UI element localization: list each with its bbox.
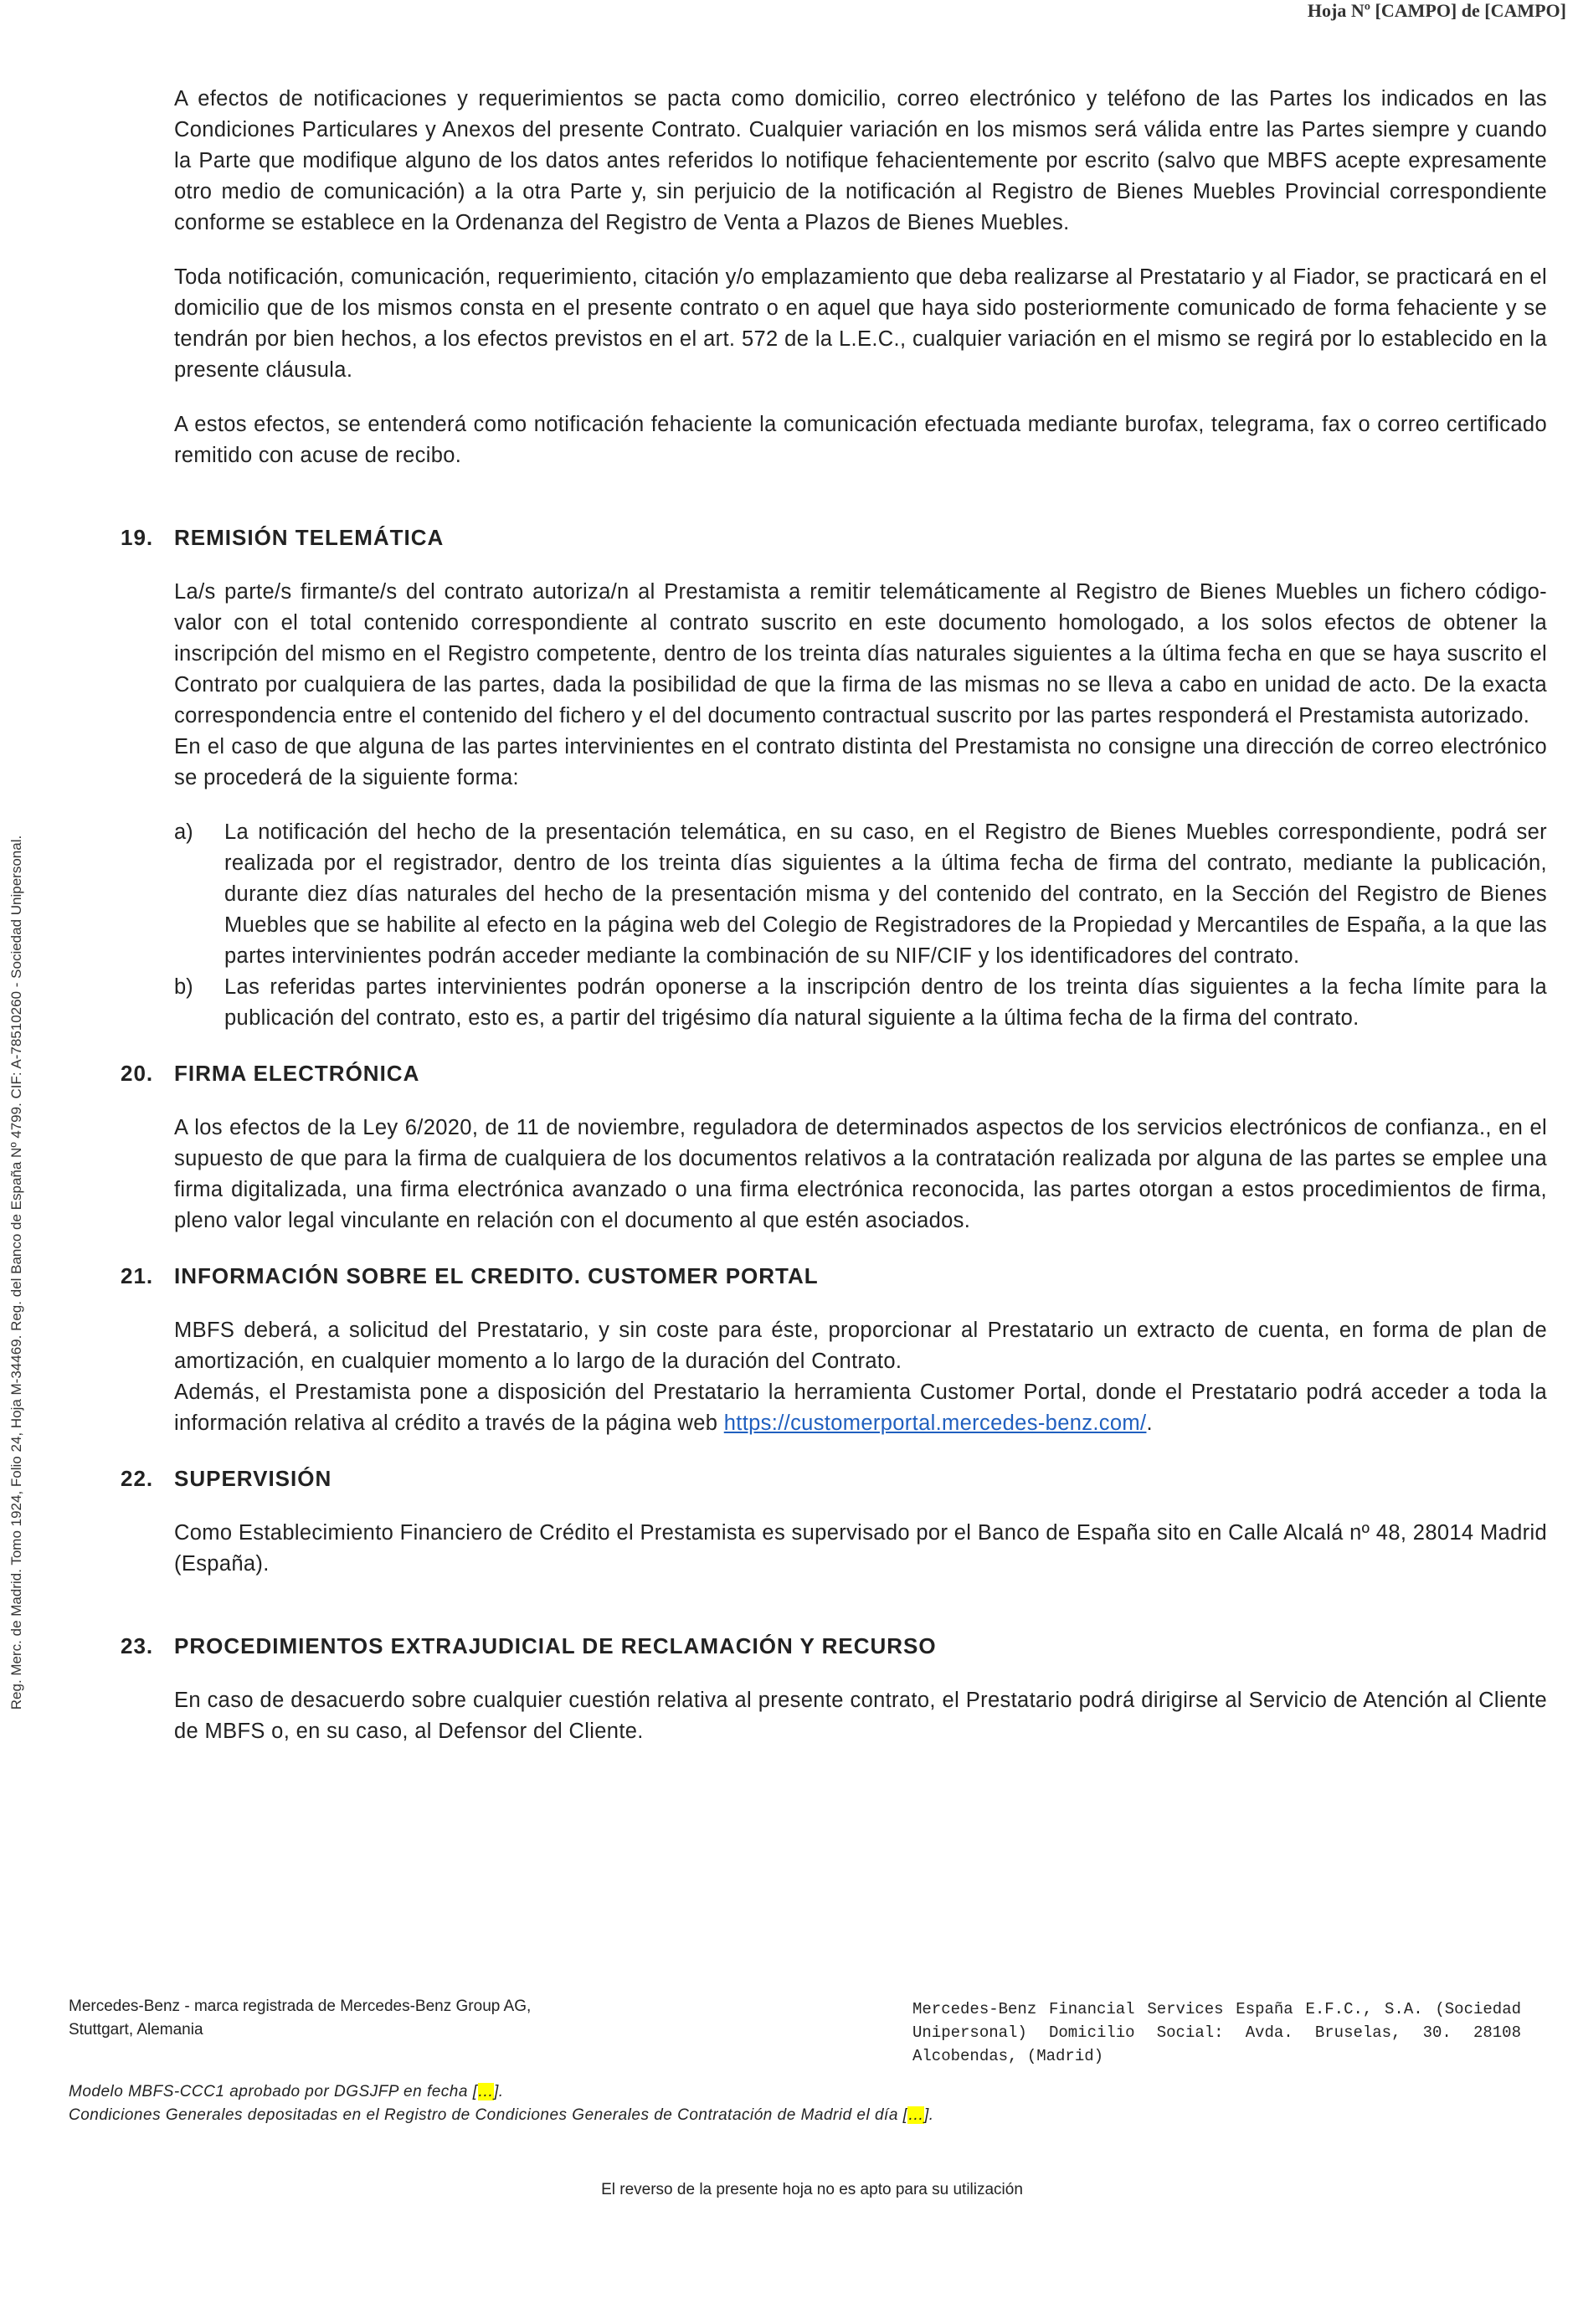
paragraph: A efectos de notificaciones y requerimientos se pacta como domicilio, correo electrónico y teléfono de las Partes los indicados en las Condiciones Particulares y Anexos del presente Contrato. Cualquier variación en los mismos será válida entre las Partes siempre y cuando la Parte que modifique alguno de los datos antes referidos lo notifique fehacientemente por escrito (salvo que MBFS acepte expresamente otro medio de comunicación) a la otra Parte y, sin perjuicio de la notificación al Registro de Bienes Muebles Provincial correspondiente conforme se establece en la Ordenanza del Registro de Venta a Plazos de Bienes Muebles.	[174, 87, 1547, 234]
model-line-text: Condiciones Generales depositadas en el Registro de Condiciones Generales de Contratación de Madrid el día [	[69, 2106, 908, 2124]
list-item	[174, 972, 1547, 1034]
paragraph-with-link	[174, 1377, 1547, 1439]
paragraph: La/s parte/s firmante/s del contrato autoriza/n al Prestamista a remitir telemáticamente al Registro de Bienes Muebles un fichero código-valor con el total contenido correspondiente al contrato suscrito en este documento homologado, a los solos efectos de obtener la inscripción del mismo en el Registro competente, dentro de los treinta días naturales siguientes a la última fecha en que se haya suscrito el Contrato por cualquiera de las partes, dada la posibilidad de que la firma de las mismas no se lleva a cabo en unidad de acto. De la exacta correspondencia entre el contenido del fichero y el del documento contractual suscrito por las partes responderá el Prestamista autorizado.	[174, 580, 1547, 728]
section-heading-19	[121, 522, 1547, 553]
section-number: 22.	[121, 1466, 154, 1491]
model-line-end: ].	[494, 2083, 504, 2100]
section-heading-22	[121, 1463, 1547, 1494]
page-number-label: Hoja Nº [CAMPO] de [CAMPO]	[1307, 0, 1566, 21]
section-title: INFORMACIÓN SOBRE EL CREDITO. CUSTOMER PORTAL	[174, 1263, 819, 1288]
list-item-text: La notificación del hecho de la presentación telemática, en su caso, en el Registro de Bienes Muebles correspondiente, podrá ser realizada por el registrador, dentro de los treinta días siguientes a la última fecha de firma del contrato, mediante la publicación, durante diez días naturales del hecho de la presentación misma y del contenido del contrato, en la Sección del Registro de Bienes Muebles que se habilite al efecto en la página web del Colegio de Registradores de la Propiedad y Mercantiles de España, a la que las partes intervinientes podrán acceder mediante la combinación de su NIF/CIF y los identificadores del contrato.	[224, 820, 1547, 968]
footer-company-info: Mercedes-Benz Financial Services España E.F.C., S.A. (Sociedad Unipersonal) Domicilio Social: Avda. Bruselas, 30. 28108 Alcobendas, (Madrid)	[912, 2000, 1521, 2065]
section-title: PROCEDIMIENTOS EXTRAJUDICIAL DE RECLAMACIÓN Y RECURSO	[174, 1633, 937, 1658]
list-marker: b)	[174, 975, 193, 999]
paragraph: Como Establecimiento Financiero de Crédito el Prestamista es supervisado por el Banco de España sito en Calle Alcalá nº 48, 28014 Madrid (España).	[174, 1521, 1547, 1576]
paragraph-text: Además, el Prestamista pone a disposición del Prestatario la herramienta Customer Portal, donde el Prestatario podrá acceder a toda la información relativa al crédito a través de la página web	[174, 1381, 1547, 1435]
section-heading-23	[121, 1630, 1547, 1662]
paragraph: A los efectos de la Ley 6/2020, de 11 de noviembre, reguladora de determinados aspectos de los servicios electrónicos de confianza., en el supuesto de que para la firma de cualquiera de los documentos relativos a la contratación realizada por alguna de las partes se emplee una firma digitalizada, una firma electrónica avanzado o una firma electrónica reconocida, las partes otorgan a estos procedimientos de firma, pleno valor legal vinculante en relación con el documento al que estén asociados.	[174, 1116, 1547, 1232]
section-title: FIRMA ELECTRÓNICA	[174, 1061, 420, 1086]
model-line-2	[69, 2104, 1324, 2127]
paragraph-end: .	[1146, 1411, 1153, 1435]
section-title: SUPERVISIÓN	[174, 1466, 332, 1491]
footer-trademark: Mercedes-Benz - marca registrada de Mercedes-Benz Group AG, Stuttgart, Alemania	[69, 1998, 532, 2039]
paragraph: Toda notificación, comunicación, requerimiento, citación y/o emplazamiento que deba realizarse al Prestatario y al Fiador, se practicará en el domicilio que de los mismos consta en el presente contrato o en aquel que haya sido posteriormente comunicado de forma fehaciente y se tendrán por bien hechos, a los efectos previstos en el art. 572 de la L.E.C., cualquier variación en el mismo se regirá por lo establecido en la presente cláusula.	[174, 265, 1547, 382]
model-line-1	[69, 2080, 1324, 2104]
registry-sidebar-text: Reg. Merc. de Madrid. Tomo 1924, Folio 24, Hoja M-34469. Reg. del Banco de España Nº 4799. CIF: A-78510260 - Sociedad Unipersonal.	[8, 835, 24, 1710]
paragraph: En caso de desacuerdo sobre cualquier cuestión relativa al presente contrato, el Prestatario podrá dirigirse al Servicio de Atención al Cliente de MBFS o, en su caso, al Defensor del Cliente.	[174, 1689, 1547, 1743]
section-number: 21.	[121, 1263, 154, 1288]
placeholder-highlight: …	[477, 2083, 494, 2100]
section-title: REMISIÓN TELEMÁTICA	[174, 525, 445, 550]
section-number: 20.	[121, 1061, 154, 1086]
model-line-text: Modelo MBFS-CCC1 aprobado por DGSJFP en fecha [	[69, 2083, 478, 2100]
paragraph: En el caso de que alguna de las partes intervinientes en el contrato distinta del Prestamista no consigne una dirección de correo electrónico se procederá de la siguiente forma:	[174, 735, 1547, 789]
paragraph: A estos efectos, se entenderá como notificación fehaciente la comunicación efectuada mediante burofax, telegrama, fax o correo certificado remitido con acuse de recibo.	[174, 413, 1547, 467]
paragraph: MBFS deberá, a solicitud del Prestatario, y sin coste para éste, proporcionar al Prestatario un extracto de cuenta, en forma de plan de amortización, en cualquier momento a lo largo de la duración del Contrato.	[174, 1319, 1547, 1373]
model-line-end: ].	[923, 2106, 934, 2124]
section-number: 19.	[121, 525, 154, 550]
section-number: 23.	[121, 1633, 154, 1658]
list-marker: a)	[174, 820, 193, 844]
section-heading-21	[121, 1260, 1547, 1292]
footer-model-info	[69, 2080, 1324, 2127]
list-item-text: Las referidas partes intervinientes podrán oponerse a la inscripción dentro de los treinta días siguientes a la fecha límite para la publicación del contrato, esto es, a partir del trigésimo día natural siguiente a la última fecha de la firma del contrato.	[224, 975, 1547, 1030]
document-body	[121, 84, 1547, 1747]
placeholder-highlight: …	[907, 2106, 924, 2124]
reverse-side-note: El reverso de la presente hoja no es apto para su utilización	[601, 2181, 1023, 2198]
list-item	[174, 817, 1547, 972]
section-heading-20	[121, 1057, 1547, 1089]
customer-portal-link[interactable]: https://customerportal.mercedes-benz.com/	[723, 1411, 1147, 1435]
